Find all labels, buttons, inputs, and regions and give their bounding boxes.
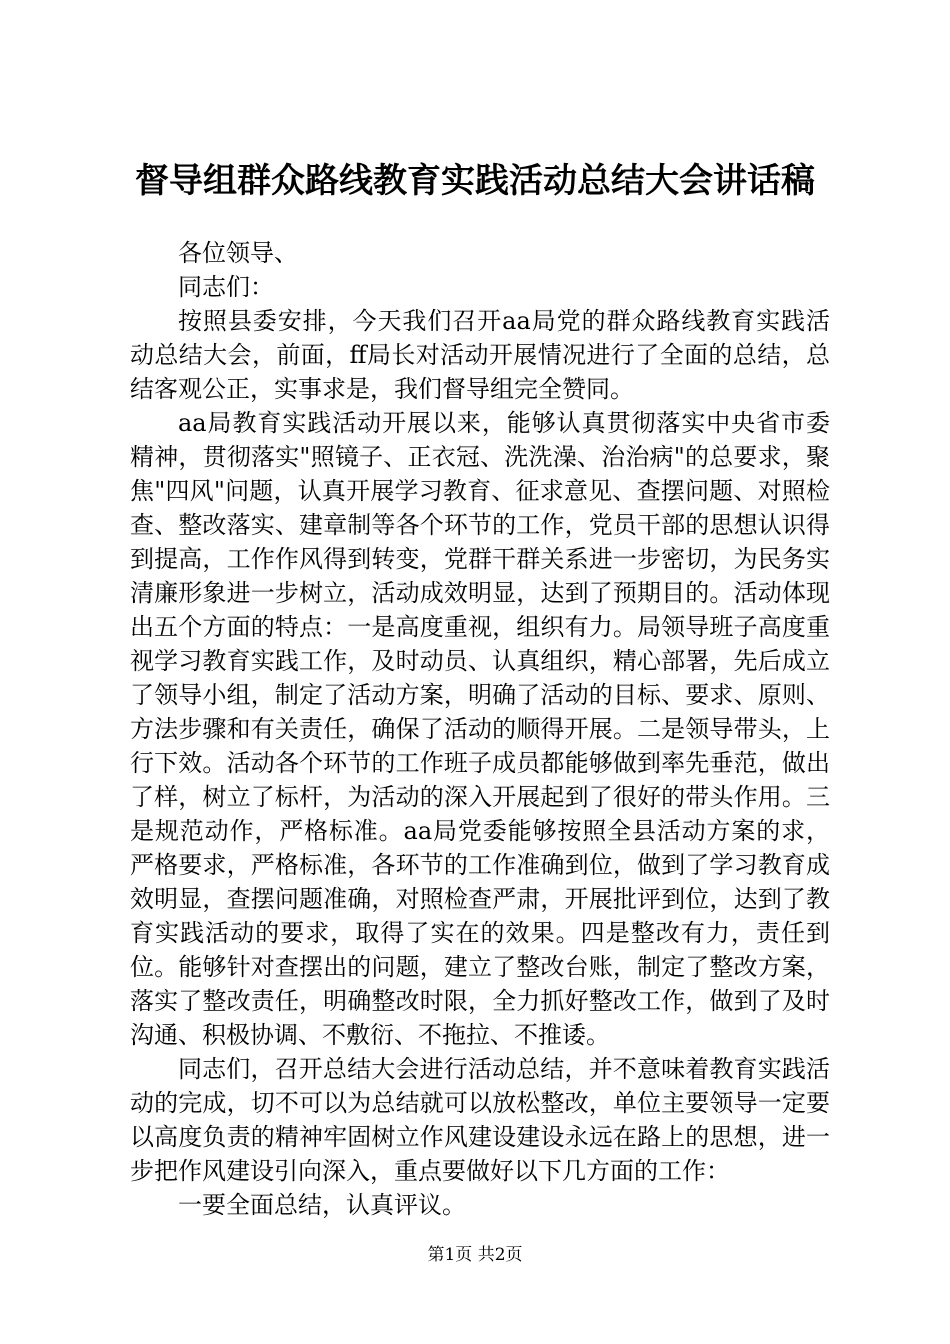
body-paragraph: aa局教育实践活动开展以来，能够认真贯彻落实中央省市委精神，贯彻落实"照镜子、正衣冠、洗洗澡、治治病"的总要求，聚焦"四风"问题，认真开展学习教育、征求意见、查摆问题、对照检查、整改落实、建章制等各个环节的工作，党员干部的思想认识得到提高，工作作风得到转变，党群干群关系进一步密切，为民务实清廉形象进一步树立，活动成效明显，达到了预期目的。活动体现出五个方面的特点：一是高度重视，组织有力。局领导班子高度重视学习教育实践工作，及时动员、认真组织，精心部署，先后成立了领导小组，制定了活动方案，明确了活动的目标、要求、原则、方法步骤和有关责任，确保了活动的顺得开展。二是领导带头，上行下效。活动各个环节的工作班子成员都能够做到率先垂范，做出了样，树立了标杆，为活动的深入开展起到了很好的带头作用。三是规范动作，严格标准。aa局党委能够按照全县活动方案的求，严格要求，严格标准，各环节的工作准确到位，做到了学习教育成效明显，查摆问题准确，对照检查严肃，开展批评到位，达到了教育实践活动的要求，取得了实在的效果。四是整改有力，责任到位。能够针对查摆出的问题，建立了整改台账，制定了整改方案，落实了整改责任，明确整改时限，全力抓好整改工作，做到了及时沟通、积极协调、不敷衍、不拖拉、不推诿。 <box>130 409 830 1049</box>
document-title: 督导组群众路线教育实践活动总结大会讲话稿 <box>135 161 815 201</box>
page-footer <box>0 1244 950 1266</box>
body-paragraph: 同志们，召开总结大会进行活动总结，并不意味着教育实践活动的完成，切不可以为总结就可以放松整改，单位主要领导一定要以高度负责的精神牢固树立作风建设建设永远在路上的思想，进一步把作风建设引向深入，重点要做好以下几方面的工作： <box>130 1055 830 1185</box>
body-paragraph: 按照县委安排，今天我们召开aa局党的群众路线教育实践活动总结大会，前面，ff局长对活动开展情况进行了全面的总结，总结客观公正，实事求是，我们督导组完全赞同。 <box>130 307 830 403</box>
body-paragraph: 一要全面总结，认真评议。 <box>178 1191 466 1219</box>
page-indicator: 第1页 共2页 <box>427 1245 523 1265</box>
salutation-line: 各位领导、 <box>178 239 298 267</box>
salutation-line: 同志们： <box>178 273 274 301</box>
document-body <box>130 236 830 1222</box>
